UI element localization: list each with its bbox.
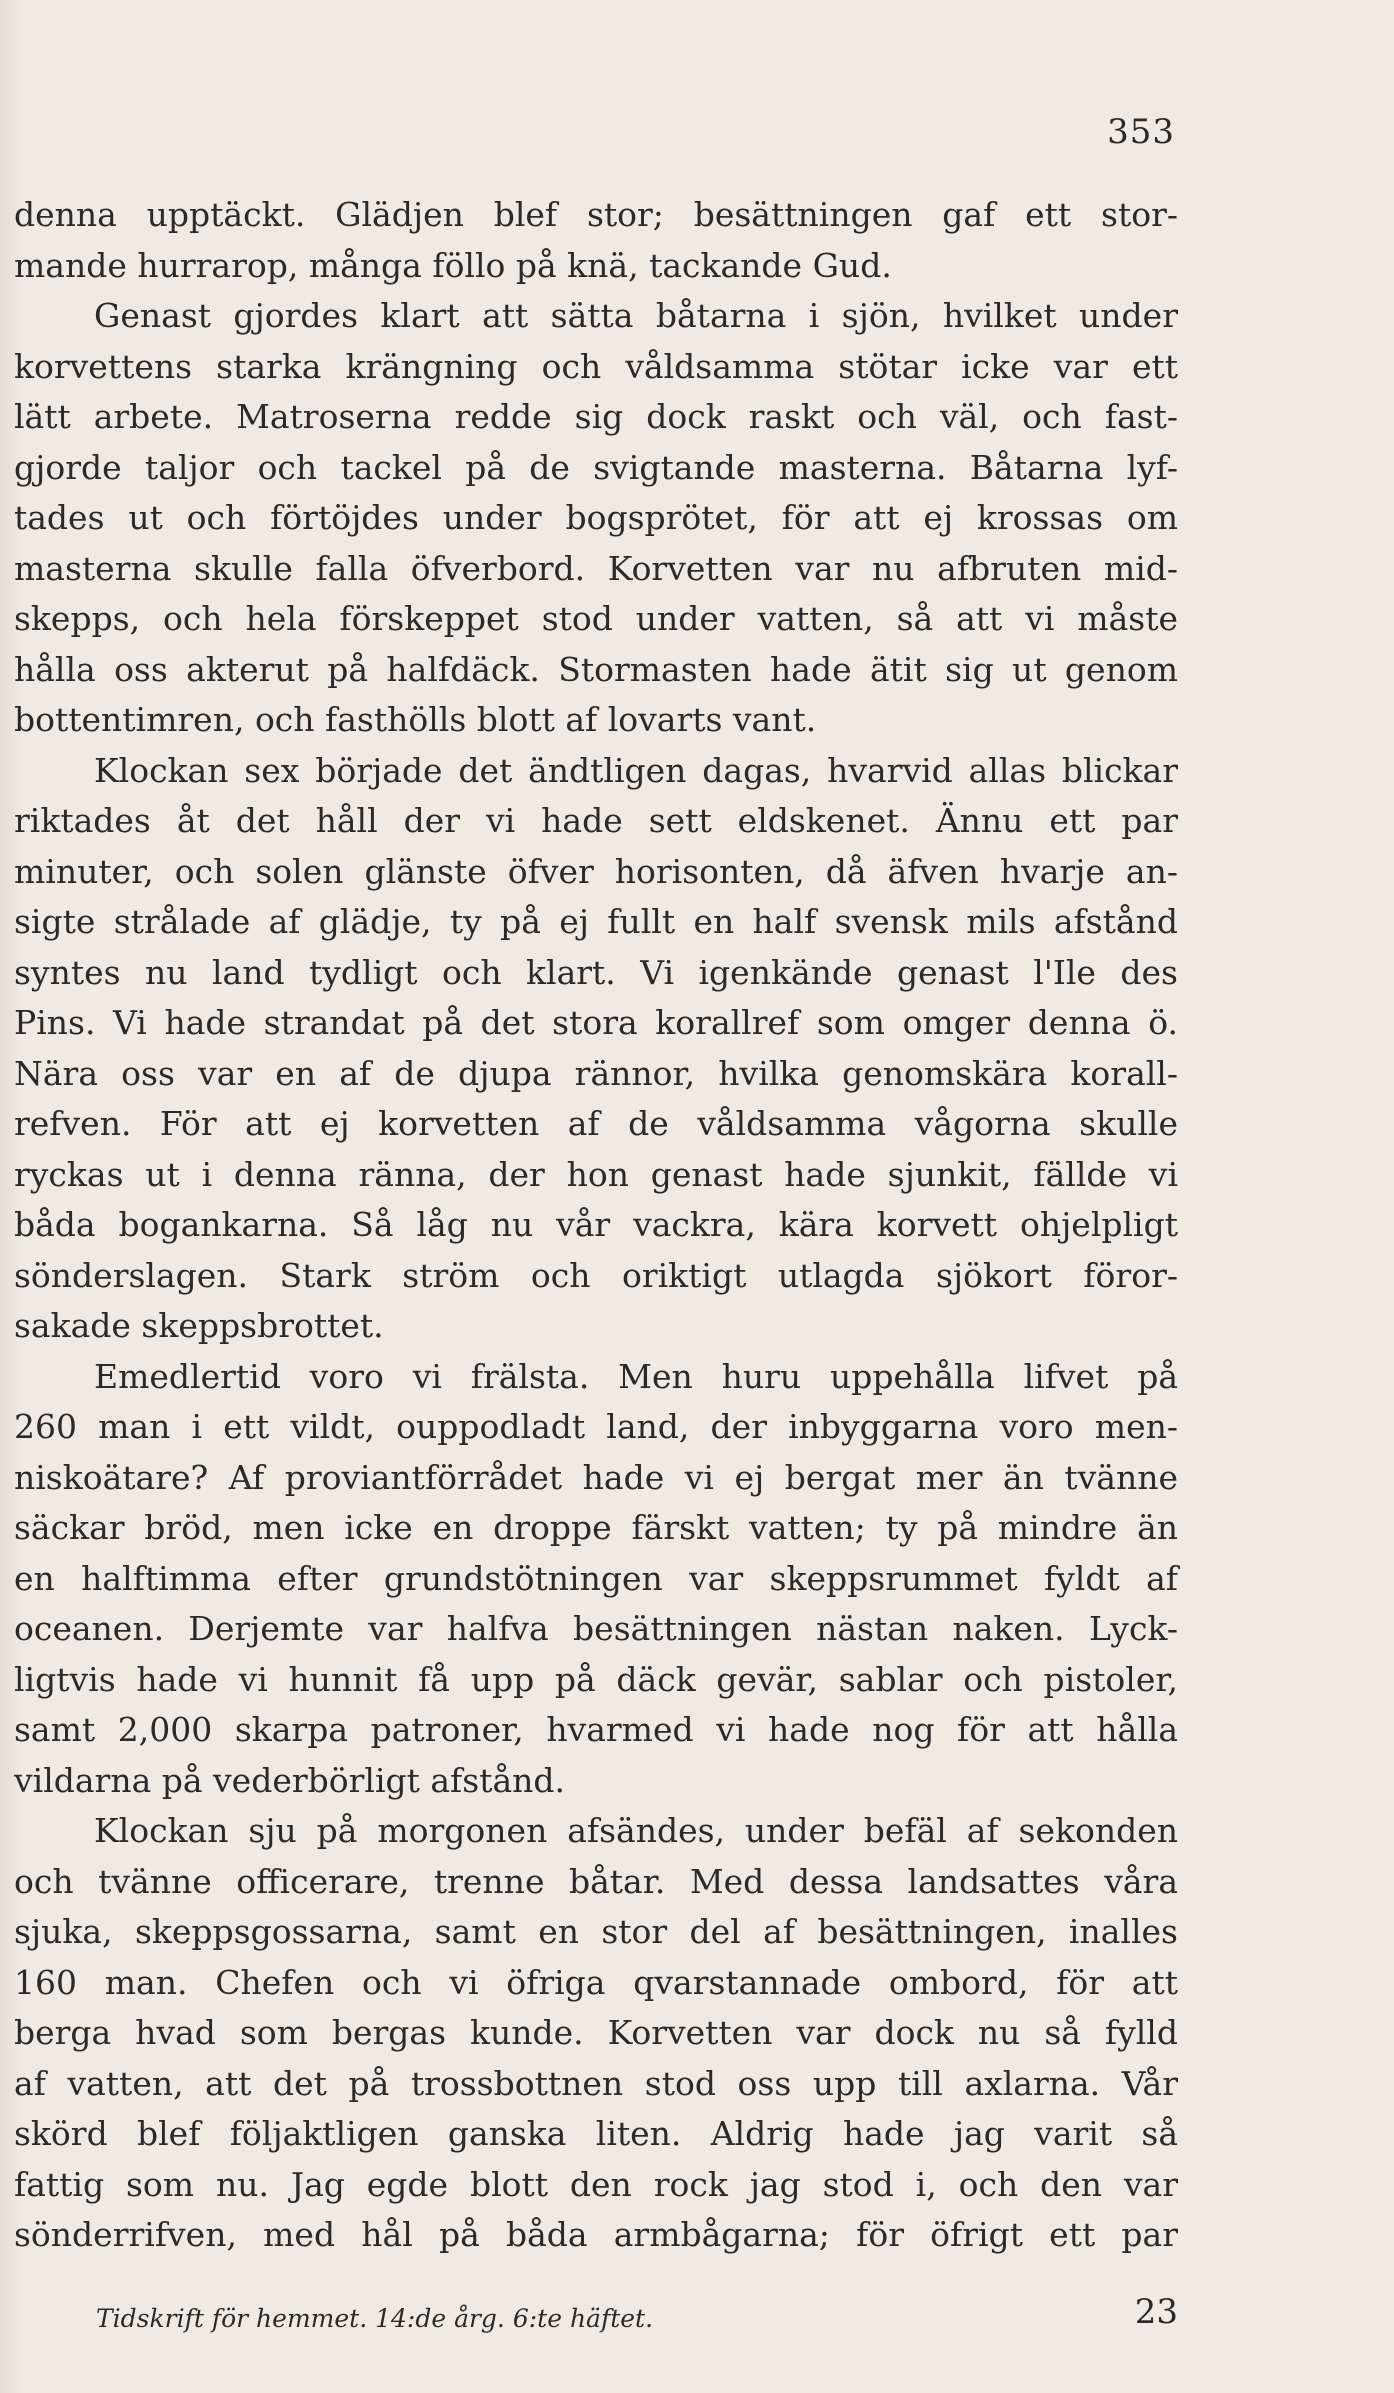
text-line: minuter, och solen glänste öfver horisonten, då äfven hvarje an- [14,851,1178,891]
text-line: sakade skeppsbrottet. [14,1306,384,1345]
text-line: båda bogankarna. Så låg nu vår vackra, kära korvett ohjelpligt [14,1205,1178,1244]
text-line: lätt arbete. Matroserna redde sig dock raskt och väl, och fast- [14,397,1178,436]
text-line: riktades åt det håll der vi hade sett eldskenet. Ännu ett par [14,801,1178,840]
text-line: sigte strålade af glädje, ty på ej fullt en half svensk mils afstånd [14,902,1178,941]
text-line: tades ut och förtöjdes under bogsprötet, för att ej krossas om [14,498,1178,537]
text-line: masterna skulle falla öfverbord. Korvetten var nu afbruten mid- [14,548,1178,588]
text-line: syntes nu land tydligt och klart. Vi igenkände genast l'Ile des [14,952,1178,992]
text-line: Emedlertid voro vi frälsta. Men huru uppehålla lifvet på [94,1356,1178,1396]
text-line: ryckas ut i denna ränna, der hon genast hade sjunkit, fällde vi [14,1154,1178,1194]
text-line: skepps, och hela förskeppet stod under vatten, så att vi måste [14,599,1178,638]
text-line: mande hurrarop, många föllo på knä, tackande Gud. [14,245,892,285]
text-line: sjuka, skeppsgossarna, samt en stor del af besättningen, inalles [14,1912,1178,1951]
text-line: sönderrifven, med hål på båda armbågarna; för öfrigt ett par [14,2215,1178,2254]
text-line: 260 man i ett vildt, ouppodladt land, der inbyggarna voro men- [14,1407,1178,1446]
text-line: bottentimren, och fasthölls blott af lovarts vant. [14,700,817,739]
text-line: sönderslagen. Stark ström och oriktigt utlagda sjökort föror- [14,1255,1178,1295]
text-line: denna upptäckt. Glädjen blef stor; besättningen gaf ett stor- [14,195,1178,234]
page-footer [96,2292,1178,2348]
text-line: samt 2,000 skarpa patroner, hvarmed vi hade nog för att hålla [14,1710,1178,1749]
text-line: niskoätare? Af proviantförrådet hade vi ej bergat mer än tvänne [14,1457,1178,1497]
journal-signature: Tidskrift för hemmet. 14:de årg. 6:te häftet. [96,2304,654,2333]
text-line: fattig som nu. Jag egde blott den rock jag stod i, och den var [14,2164,1178,2204]
text-line: säckar bröd, men icke en droppe färskt vatten; ty på mindre än [14,1508,1178,1547]
text-line: gjorde taljor och tackel på de svigtande masterna. Båtarna lyf- [14,447,1178,487]
text-line: af vatten, att det på trossbottnen stod oss upp till axlarna. Vår [14,2063,1178,2103]
text-line: oceanen. Derjemte var halfva besättningen nästan naken. Lyck- [14,1609,1178,1648]
text-line: Genast gjordes klart att sätta båtarna i sjön, hvilket under [94,296,1178,335]
text-line: 160 man. Chefen och vi öfriga qvarstannade ombord, för att [14,1962,1178,2002]
text-line: Klockan sex började det ändtligen dagas, hvarvid allas blickar [94,750,1178,790]
text-line: en halftimma efter grundstötningen var skeppsrummet fyldt af [14,1558,1178,1598]
text-line: Klockan sju på morgonen afsändes, under befäl af sekonden [94,1811,1178,1850]
page-number: 353 [1107,112,1175,152]
text-line: skörd blef följaktligen ganska liten. Aldrig hade jag varit så [14,2114,1178,2153]
text-line: korvettens starka krängning och våldsamma stötar icke var ett [14,346,1178,386]
text-line: berga hvad som bergas kunde. Korvetten var dock nu så fylld [14,2013,1178,2052]
text-line: ligtvis hade vi hunnit få upp på däck gevär, sablar och pistoler, [14,1659,1178,1699]
text-line: Nära oss var en af de djupa rännor, hvilka genomskära korall- [14,1053,1178,1093]
text-line: hålla oss akterut på halfdäck. Stormasten hade ätit sig ut genom [14,649,1178,689]
sheet-number: 23 [1134,2292,1178,2332]
text-line: refven. För att ej korvetten af de våldsamma vågorna skulle [14,1104,1178,1143]
body-text [14,190,1178,2261]
text-line: Pins. Vi hade strandat på det stora korallref som omger denna ö. [14,1003,1178,1042]
text-line: vildarna på vederbörligt afstånd. [14,1760,566,1800]
text-line: och tvänne officerare, trenne båtar. Med dessa landsattes våra [14,1861,1178,1901]
